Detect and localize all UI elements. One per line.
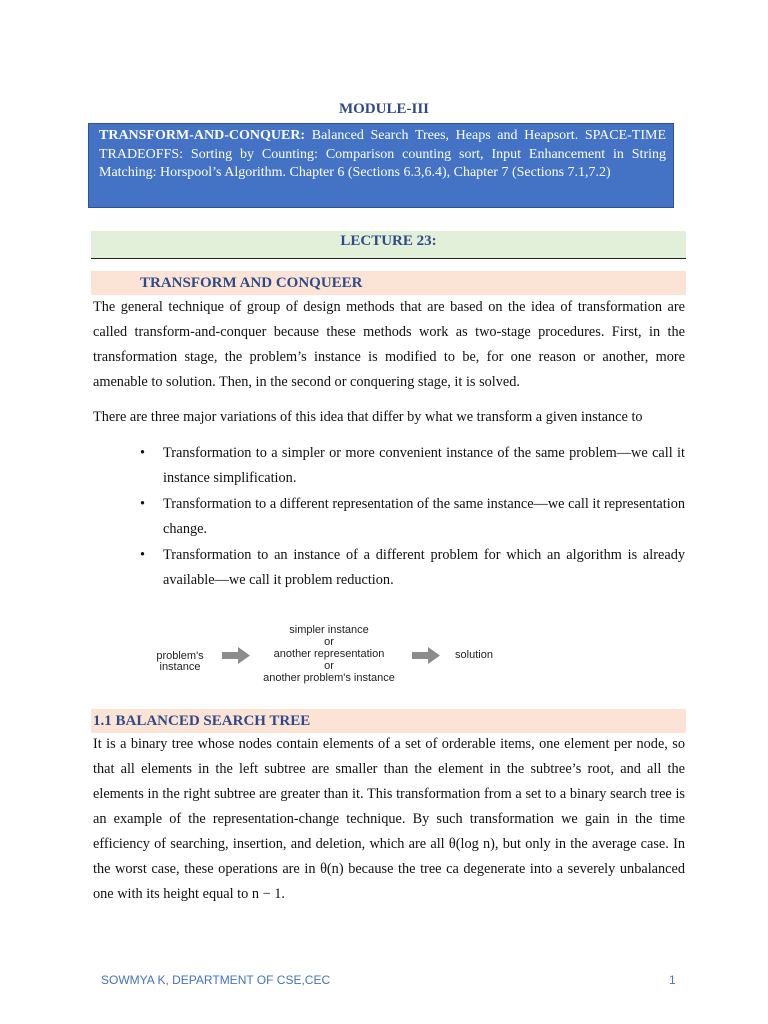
diagram-middle-line3: another representation (273, 648, 385, 660)
paragraph-balanced-search-tree: It is a binary tree whose nodes contain elements of a set of orderable items, one element per node, so that all elements in the left subtree are smaller than the element in the subtree’s root, and all the elements in the right subtree are greater than it. This transformation from a set to a binary search tree is an example of the representation-change technique. By such transformation we gain in the time efficiency of searching, insertion, and deletion, which are all θ(log n), but only in the average case. In the worst case, these operations are in θ(n) because the tree ca degenerate into a severely unbalanced one with its height equal to n − 1. (93, 736, 685, 902)
lecture-title: LECTURE 23: (91, 231, 686, 259)
list-item (93, 441, 685, 491)
footer-author: SOWMYA K, DEPARTMENT OF CSE,CEC (101, 973, 331, 987)
diagram-arrow-icon (412, 647, 440, 664)
section-heading-transform-and-conquer: TRANSFORM AND CONQUEER (91, 271, 686, 295)
diagram-arrow-icon (222, 647, 250, 664)
section-heading-balanced-search-tree: 1.1 BALANCED SEARCH TREE (91, 709, 686, 733)
paragraph-intro: The general technique of group of design methods that are based on the idea of transformation are called transform-and-conquer because these methods work as two-stage procedures. First, in the transformation stage, the problem’s instance is modified to be, for one reason or another, more amenable to solution. Then, in the second or conquering stage, it is solved. (93, 299, 685, 390)
topic-box-bold-label: TRANSFORM-AND-CONQUER: (99, 128, 306, 143)
variations-list (93, 441, 685, 594)
bullet-glyph: • (140, 547, 146, 563)
paragraph-variations: There are three major variations of this idea that differ by what we transform a given instance to (93, 409, 643, 425)
list-item-text: Transformation to an instance of a different problem for which an algorithm is already available—we call it problem reduction. (163, 547, 685, 588)
list-item (93, 543, 685, 593)
bullet-glyph: • (140, 496, 146, 512)
topic-box-text: Balanced Search Trees, Heaps and Heapsort. SPACE-TIME TRADEOFFS: Sorting by Counting: Comparison counting sort, Input Enhancement in String Matching: Horspool’s Algorithm. Chapter 6 (Sections 6.3,6.4), Chapter 7 (Sections 7.1,7.2) (99, 128, 666, 180)
diagram-middle-line4: or (324, 660, 334, 672)
transform-and-conquer-diagram (140, 618, 520, 690)
list-item-text: Transformation to a different representation of the same instance—we call it representation change. (163, 496, 685, 537)
diagram-middle-line1: simpler instance (289, 624, 369, 636)
diagram-input-line2: instance (159, 661, 201, 673)
topic-summary-box (88, 123, 674, 208)
bullet-glyph: • (140, 445, 146, 461)
list-item (93, 492, 685, 542)
list-item-text: Transformation to a simpler or more convenient instance of the same problem—we call it instance simplification. (163, 445, 685, 486)
module-title: MODULE-III (338, 101, 429, 117)
diagram-middle-line2: or (324, 636, 334, 648)
diagram-middle-line5: another problem's instance (263, 672, 395, 684)
diagram-output: solution (455, 649, 493, 661)
footer-page-number: 1 (669, 973, 676, 987)
diagram-input-line1: problem's (156, 650, 204, 662)
